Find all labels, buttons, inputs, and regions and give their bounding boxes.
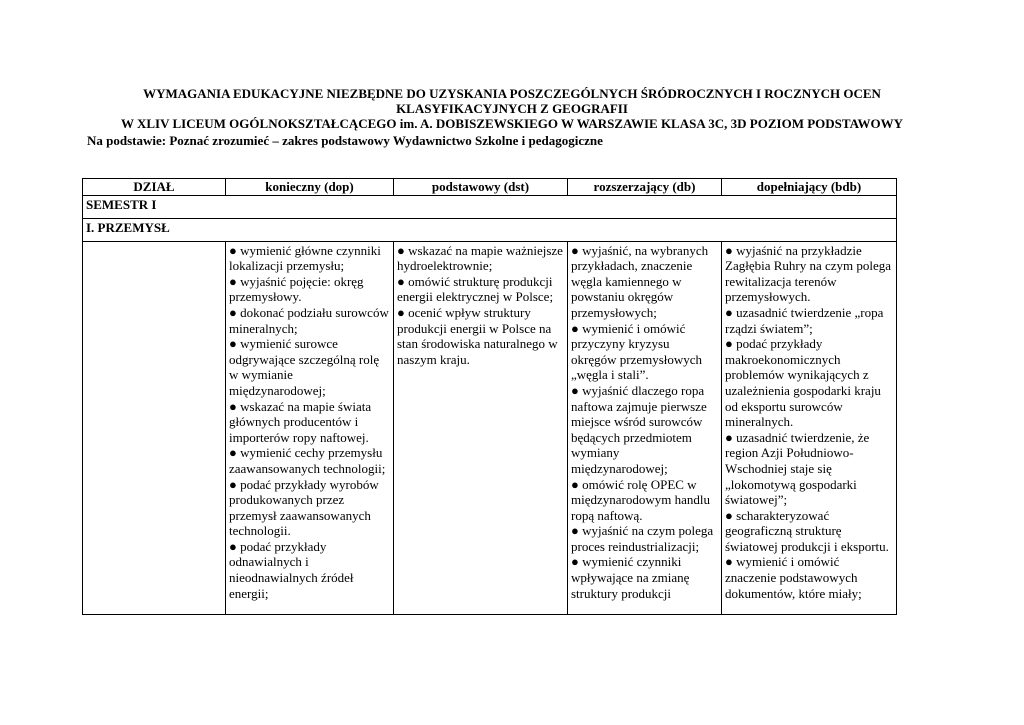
list-item: ● wyjaśnić na czym polega proces reindustrializacji; [571, 523, 714, 554]
rozszerzajacy-cell [568, 241, 722, 614]
list-item: ● dokonać podziału surowców mineralnych; [229, 304, 389, 336]
section-label: I. PRZEMYSŁ [83, 218, 897, 241]
list-item: ● wymienić surowce odgrywające szczególną rolę w wymianie międzynarodowej; [229, 336, 380, 398]
list-item: ● ocenić wpływ struktury produkcji energii w Polsce na stan środowiska naturalnego w naszym kraju. [397, 304, 558, 367]
list-item: ● wymienić i omówić przyczyny kryzysu okręgów przemysłowych „węgla i stali”. [571, 320, 703, 383]
column-header-dzial: DZIAŁ [83, 179, 226, 196]
list-item: ● podać przykłady makroekonomicznych problemów wynikających z uzależnienia gospodarki kraju od eksportu surowców mineralnych. [725, 336, 881, 430]
title-line-3: W XLIV LICEUM OGÓLNOKSZTAŁCĄCEGO im. A. DOBISZEWSKIEGO W WARSZAWIE KLASA 3C, 3D POZIOM PODSTAWOWY [120, 116, 904, 131]
list-item: ● wymienić cechy przemysłu zaawansowanych technologii; [229, 445, 386, 476]
document-title [0, 86, 1024, 131]
list-item: ● wyjaśnić dlaczego ropa naftowa zajmuje pierwsze miejsce wśród surowców będących przedmiotem wymiany międzynarodowej; [571, 382, 707, 476]
source-basis: Na podstawie: Poznać zrozumieć – zakres podstawowy Wydawnictwo Szkolne i pedagogiczne [87, 133, 603, 148]
konieczny-cell [226, 241, 394, 614]
list-item: ● podać przykłady odnawialnych i nieodnawialnych źródeł energii; [229, 538, 354, 601]
list-item: ● omówić strukturę produkcji energii elektrycznej w Polsce; [397, 273, 554, 305]
list-item: ● uzasadnić twierdzenie, że region Azji Południowo-Wschodniej staje się „lokomotywą gospodarki światowej”; [725, 429, 870, 508]
title-line-1: WYMAGANIA EDUKACYJNE NIEZBĘDNE DO UZYSKANIA POSZCZEGÓLNYCH ŚRÓDROCZNYCH I ROCZNYCH OCEN [143, 86, 881, 101]
column-header-podstawowy: podstawowy (dst) [394, 179, 568, 196]
list-item: ● wyjaśnić na przykładzie Zagłębia Ruhry na czym polega rewitalizacja terenów przemysłowych. [725, 242, 892, 305]
konieczny-list [229, 243, 390, 602]
dzial-cell [83, 241, 226, 614]
list-item: ● wskazać na mapie świata głównych producentów i importerów ropy naftowej. [229, 398, 372, 445]
list-item: ● wymienić i omówić znaczenie podstawowych dokumentów, które miały; [725, 554, 862, 601]
table-header-row [83, 179, 897, 196]
column-header-rozszerzajacy: rozszerzający (db) [568, 179, 722, 196]
list-item: ● wskazać na mapie ważniejsze hydroelektrownie; [397, 242, 563, 274]
section-row [83, 218, 897, 241]
list-item: ● scharakteryzować geograficzną strukturę światowej produkcji i eksportu. [725, 507, 889, 554]
list-item: ● wymienić główne czynniki lokalizacji przemysłu; [229, 242, 381, 274]
list-item: ● wyjaśnić, na wybranych przykładach, znaczenie węgla kamiennego w powstaniu okręgów przemysłowych; [571, 242, 709, 320]
column-header-konieczny: konieczny (dop) [226, 179, 394, 196]
podstawowy-cell [394, 241, 568, 614]
list-item: ● wyjaśnić pojęcie: okręg przemysłowy. [229, 273, 364, 305]
list-item: ● omówić rolę OPEC w międzynarodowym handlu ropą naftową. [571, 476, 710, 523]
title-line-2: KLASYFIKACYJNYCH Z GEOGRAFII [396, 101, 628, 116]
semester-row [83, 195, 897, 218]
list-item: ● podać przykłady wyrobów produkowanych przez przemysł zaawansowanych technologii. [229, 476, 379, 539]
requirements-table [82, 178, 897, 615]
podstawowy-list [397, 243, 564, 368]
list-item: ● wymienić czynniki wpływające na zmianę struktury produkcji [571, 554, 690, 601]
dopelniajacy-list [725, 243, 893, 602]
dopelniajacy-cell [722, 241, 897, 614]
column-header-dopelniajacy: dopełniający (bdb) [722, 179, 897, 196]
rozszerzajacy-list [571, 243, 718, 602]
requirements-row [83, 241, 897, 614]
list-item: ● uzasadnić twierdzenie „ropa rządzi światem”; [725, 304, 884, 336]
semester-label: SEMESTR I [83, 195, 897, 218]
